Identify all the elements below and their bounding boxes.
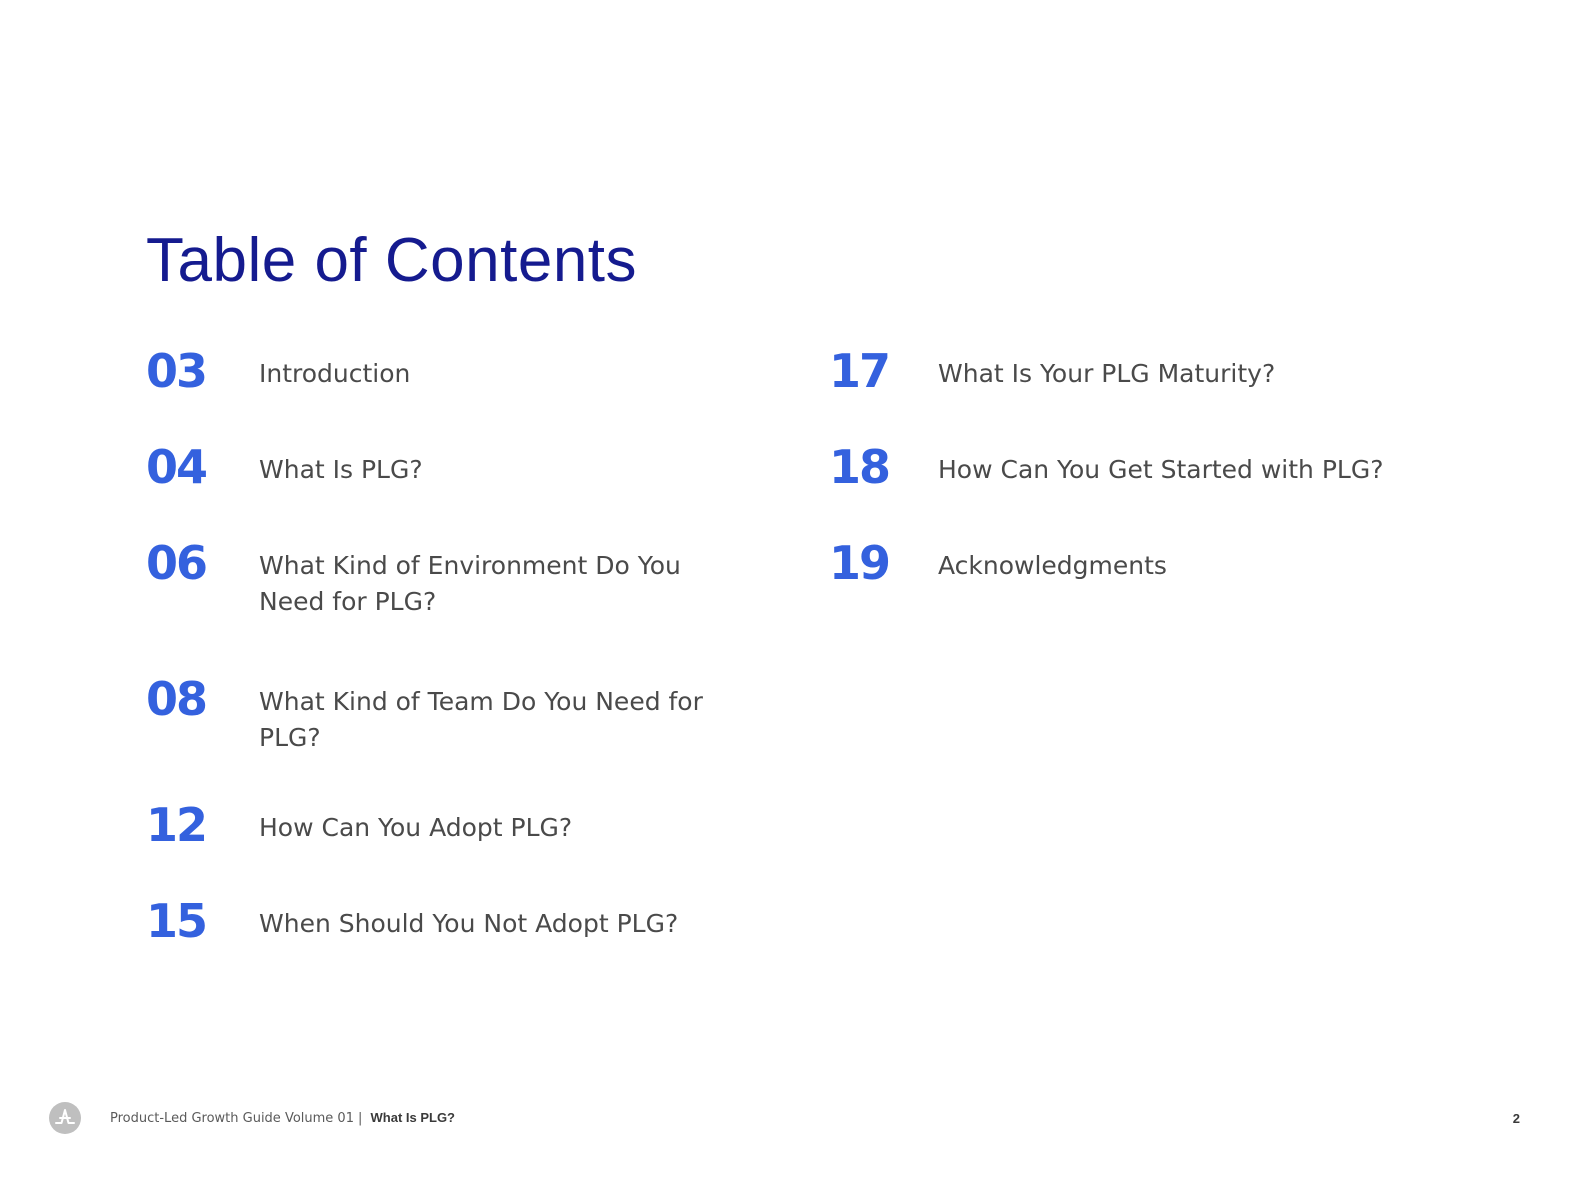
footer-separator: | (357, 1111, 363, 1126)
toc-entry-label: What Kind of Team Do You Need for PLG? (259, 687, 703, 752)
toc-entry-label: How Can You Get Started with PLG? (938, 455, 1384, 484)
page-title: Table of Contents (146, 226, 638, 295)
toc-page-number: 06 (146, 536, 207, 590)
toc-entry-label: Introduction (259, 359, 411, 388)
toc-page-number: 04 (146, 440, 207, 494)
toc-page-number: 08 (146, 672, 207, 726)
footer-guide-title (110, 1110, 455, 1126)
toc-entry[interactable] (146, 798, 766, 852)
toc-entry-label: When Should You Not Adopt PLG? (259, 909, 679, 938)
toc-page-number: 17 (829, 344, 890, 398)
toc-left-column (146, 344, 766, 990)
footer-section-name: What Is PLG? (370, 1110, 455, 1125)
toc-entry-label: How Can You Adopt PLG? (259, 813, 573, 842)
page-number: 2 (1512, 1110, 1520, 1126)
toc-entry-label: Acknowledgments (938, 551, 1167, 580)
toc-page-number: 03 (146, 344, 207, 398)
toc-entry[interactable] (146, 536, 766, 620)
toc-entry-label: What Is Your PLG Maturity? (938, 359, 1276, 388)
toc-entry[interactable] (829, 440, 1469, 494)
toc-entry-label: What Is PLG? (259, 455, 423, 484)
toc-page-number: 19 (829, 536, 890, 590)
toc-right-column (829, 344, 1469, 632)
toc-page-number: 15 (146, 894, 207, 948)
toc-entry[interactable] (146, 894, 766, 948)
footer-guide-name: Product-Led Growth Guide Volume 01 (110, 1111, 354, 1126)
toc-page-number: 18 (829, 440, 890, 494)
toc-page-number: 12 (146, 798, 207, 852)
toc-entry[interactable] (829, 536, 1469, 590)
toc-entry[interactable] (146, 672, 766, 756)
toc-entry-label: What Kind of Environment Do You Need for PLG? (259, 551, 681, 616)
toc-entry[interactable] (146, 344, 766, 398)
amplitude-logo-icon (48, 1101, 82, 1135)
page-footer (48, 1101, 1520, 1135)
toc-entry[interactable] (829, 344, 1469, 398)
toc-entry[interactable] (146, 440, 766, 494)
